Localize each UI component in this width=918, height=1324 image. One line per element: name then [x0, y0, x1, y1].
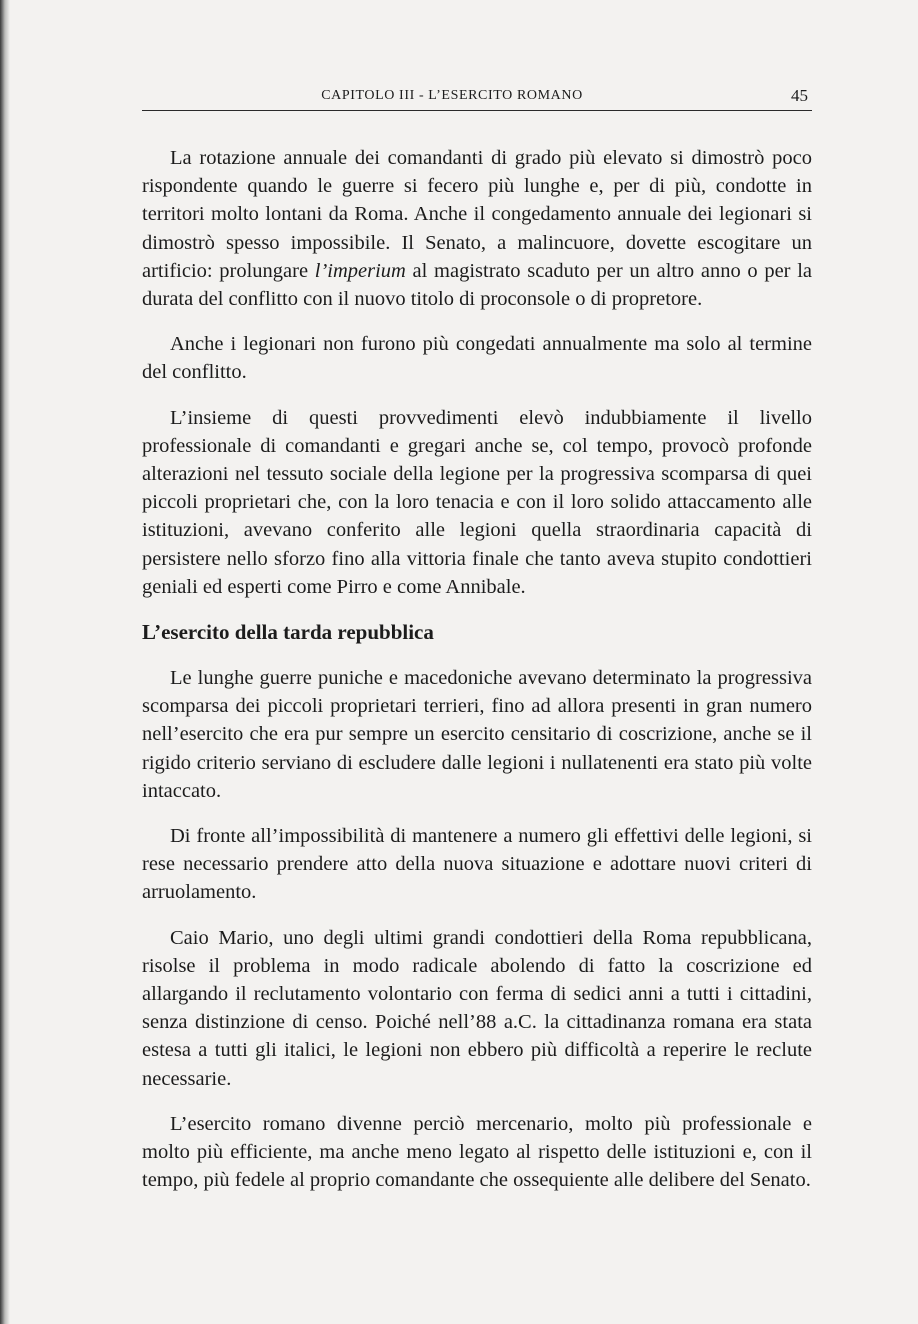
paragraph: Di fronte all’impossibilità di mantenere a numero gli effettivi delle legioni, si rese necessario prendere atto della nuova situazione e adottare nuovi criteri di arruolamento.: [142, 825, 812, 904]
paragraph: Anche i legionari non furono più congedati annualmente ma solo al termine del conflitto.: [142, 333, 812, 384]
paragraph-text: La rotazione annuale dei comandanti di grado più elevato si dimostrò poco rispondente quando le guerre si fecero più lunghe e, per di più, condotte in territori molto lontani da Roma. Anche il congedamento annuale dei legionari si dimostrò spesso impossibile. Il Senato, a malincuore, dovette escogitare un artificio: prolungare: [142, 147, 812, 282]
running-head: [142, 86, 812, 111]
spine-shadow: [0, 0, 10, 1324]
paragraph: Le lunghe guerre puniche e macedoniche avevano determinato la progressiva scomparsa dei piccoli proprietari terrieri, fino ad allora presenti in gran numero nell’esercito che era pur sempre un esercito censitario di coscrizione, anche se il rigido criterio serviano di escludere dalle legioni i nullatenenti era stato più volte intaccato.: [142, 667, 812, 802]
paragraph-text: al magistrato scaduto per un altro anno o per la durata del conflitto con il nuovo titolo di proconsole o di propretore.: [142, 259, 812, 311]
paragraph: Caio Mario, uno degli ultimi grandi condottieri della Roma repubblicana, risolse il problema in modo radicale abolendo di fatto la coscrizione ed allargando il reclutamento volontario con ferma di sedici anni a tutti i cittadini, senza distinzione di censo. Poiché nell’88 a.C. la cittadinanza romana era stata estesa a tutti gli italici, le legioni non ebbero più difficoltà a reperire le reclute necessarie.: [142, 926, 812, 1090]
paragraph: [142, 144, 812, 313]
page-body: [142, 144, 812, 1212]
section-heading: L’esercito della tarda repubblica: [142, 620, 434, 645]
italic-term: l’imperium: [314, 259, 406, 282]
paragraph: L’esercito romano divenne perciò mercenario, molto più professionale e molto più efficiente, ma anche meno legato al rispetto delle istituzioni e, con il tempo, più fedele al proprio comandante che ossequiente alle delibere del Senato.: [142, 1112, 812, 1192]
running-title: CAPITOLO III - L’ESERCITO ROMANO: [321, 88, 583, 103]
page-number: 45: [791, 86, 808, 105]
paragraph: L’insieme di questi provvedimenti elevò indubbiamente il livello professionale di comandanti e gregari anche se, col tempo, provocò profonde alterazioni nel tessuto sociale della legione per la progressiva scomparsa di quei piccoli proprietari che, con la loro tenacia e con il loro solido attaccamento alle istituzioni, avevano conferito alle legioni quella straordinaria capacità di persistere nello sforzo fino alla vittoria finale che tanto aveva stupito condottieri geniali ed esperti come Pirro e come Annibale.: [142, 406, 812, 598]
